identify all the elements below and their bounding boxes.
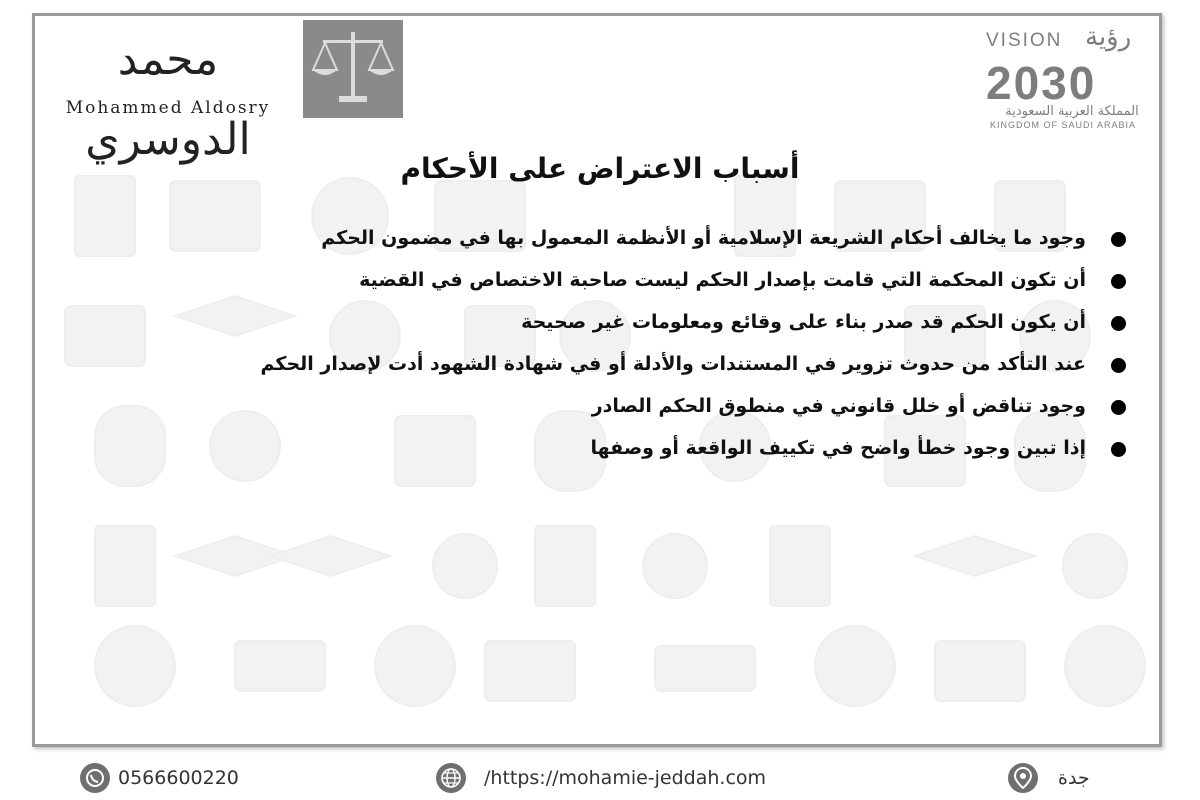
vision-year: 2030 (986, 57, 1097, 109)
phone-number: 0566600220 (118, 767, 239, 789)
bullet-icon (1111, 358, 1126, 373)
list-item-text: أن يكون الحكم قد صدر بناء على وقائع ومعلومات غير صحيحة (521, 311, 1086, 333)
website-link: /https://mohamie-jeddah.com (484, 767, 767, 789)
vision-2030-logo (950, 22, 1170, 132)
vision-english: VISION (986, 30, 1063, 51)
bullet-icon (1111, 400, 1126, 415)
list-item (218, 306, 1138, 348)
list-item-text: أن تكون المحكمة التي قامت بإصدار الحكم ليست صاحبة الاختصاص في القضية (359, 269, 1086, 291)
location-pin-icon (1008, 763, 1038, 793)
list-item-text: إذا تبين وجود خطأ واضح في تكييف الواقعة أو وصفها (590, 437, 1086, 459)
whatsapp-icon (80, 763, 110, 793)
kingdom-english: KINGDOM OF SAUDI ARABIA (990, 120, 1137, 130)
list-item (218, 390, 1138, 432)
bullet-icon (1111, 274, 1126, 289)
footer-phone[interactable] (72, 760, 239, 796)
bullet-icon (1111, 232, 1126, 247)
kingdom-arabic: المملكة العربية السعودية (1005, 104, 1139, 119)
list-item-text: وجود ما يخالف أحكام الشريعة الإسلامية أو الأنظمة المعمول بها في مضمون الحكم (321, 227, 1086, 249)
footer-website[interactable] (428, 760, 766, 796)
footer (0, 760, 1200, 800)
list-item (218, 264, 1138, 306)
vision-arabic: رؤية (1085, 22, 1132, 52)
list-item (218, 348, 1138, 390)
footer-location (1000, 760, 1090, 796)
logo-name-english: Mohammed Aldosry (65, 98, 271, 118)
list-item-text: وجود تناقض أو خلل قانوني في منطوق الحكم الصادر (591, 395, 1086, 417)
bullet-icon (1111, 316, 1126, 331)
bullet-icon (1111, 442, 1126, 457)
list-item (218, 432, 1138, 474)
city-name: جدة (1058, 767, 1090, 789)
page-title: أسباب الاعتراض على الأحكام (400, 152, 800, 185)
scales-icon (303, 20, 403, 118)
logo-name-arabic: محمد الدوسري (85, 34, 251, 165)
reasons-list (218, 222, 1138, 474)
lawyer-logo (38, 20, 408, 165)
globe-icon (436, 763, 466, 793)
list-item (218, 222, 1138, 264)
list-item-text: عند التأكد من حدوث تزوير في المستندات والأدلة أو في شهادة الشهود أدت لإصدار الحكم (260, 353, 1086, 375)
